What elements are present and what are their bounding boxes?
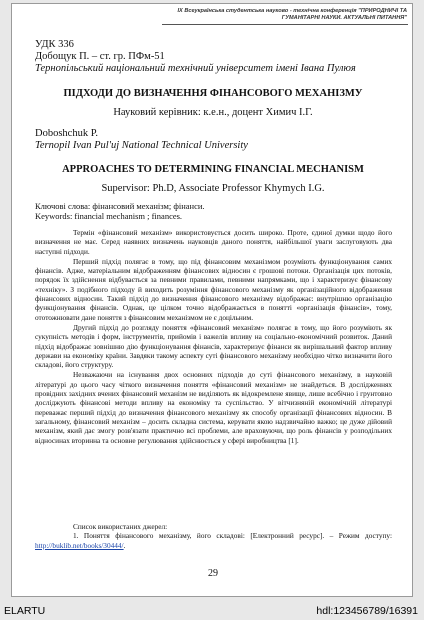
document-page xyxy=(11,3,413,597)
paragraph: Перший підхід полягає в тому, що під фінансовим механізмом розуміють функціонування самих фінансів. Адже, матеріальним відображенням фінансових відносин є грошові потоки. Організація цих потоків, порядок їх здійснення відбувається за певними правилами, певними напрямками, що і характеризує фінансову «техніку». З подібного підходу й виходить розуміння фінансового механізму як організаційного відображення фінансових відносин. Такий підхід до визначення фінансового механізму відображає: внутрішню організацію функціонування фінансів. Однак, це цілком точно відображається в понятті «організація фінансів», тому, ототожнювати дане поняття з фінансовим механізмом не є доцільним. xyxy=(35,256,392,322)
keywords-ua: Ключові слова: фінансовий механізм; фінанси. xyxy=(35,201,205,211)
header-rule xyxy=(162,24,408,25)
references xyxy=(35,522,392,550)
institution-en: Ternopil Ivan Pul'uj National Technical University xyxy=(35,140,248,151)
references-heading: Список використаних джерел: xyxy=(73,522,168,531)
reference-item xyxy=(35,531,392,550)
handle-id: hdl:123456789/16391 xyxy=(316,605,418,617)
reference-link[interactable]: http://buklib.net/books/30444/ xyxy=(35,540,124,550)
reference-end: . xyxy=(123,540,126,550)
author-en: Doboshchuk P. xyxy=(35,128,99,139)
reference-text: 1. Поняття фінансового механізму, його складові: [Електронний ресурс]. – Режим доступу: xyxy=(73,531,392,541)
paragraph: Другий підхід до розгляду поняття «фінансовий механізм» полягає в тому, що його розуміють як сукупність методів і форм, інструментів, прийомів і важелів впливу на соціально-економічний розвиток. Даний підхід відображає зовнішню дію функціонування фінансів, характеризує фінанси як вирішальний фактор впливу держави на економіку країни. Завдяки такому аспекту суті фінансового механізму необхідно чітко визначити його складові, його структуру. xyxy=(35,322,392,370)
paragraph: Термін «фінансовий механізм» використовується досить широко. Проте, єдиної думки щодо його визначення не має. Серед наявних визначень науковців даного поняття, найбільшої уваги заслуговують два наступні підходи. xyxy=(35,228,392,256)
body-text xyxy=(35,228,392,445)
udk-code: УДК 336 xyxy=(35,39,74,50)
footer-bar xyxy=(0,602,424,620)
title-ua: ПІДХОДИ ДО ВИЗНАЧЕННЯ ФІНАНСОВОГО МЕХАНІЗМУ xyxy=(63,88,363,99)
conference-header: IX Всеукраїнська студентська науково - технічна конференція "ПРИРОДНИЧІ ТА ГУМАНІТАРНІ НАУКИ. АКТУАЛЬНІ ПИТАННЯ" xyxy=(177,8,407,21)
author-ua: Добощук П. – ст. гр. ПФм-51 xyxy=(35,51,165,62)
page-number: 29 xyxy=(208,568,218,579)
keywords-en: Keywords: financial mechanism ; finances. xyxy=(35,211,183,221)
paragraph: Незважаючи на існування двох основних підходів до суті фінансового механізму, в науковій літературі до цього часу чіткого визначення поняття «фінансовий механізм» не знайдеться. В дослідженнях провідних західних вчених фінансовий механізм не виділяють як відокремлене явище, лише всебічно і грунтовно досліджують фінансові методи впливу на економіку та суспільство. У вітчизняній економічній літературі переважає перший підхід до визначення фінансового механізму як способу організації фінансових відносин. В загальному, фінансовий механізм – досить складна система, керувати якою надзвичайно важко; це дуже дійовий механізм, який дає змогу розв'язати практично всі проблеми, але враховуючи, що роль фінансів у розподільних відносинах вторинна та основне регулювання здійснюється у сфері виробництва [1]. xyxy=(35,370,392,445)
title-en: APPROACHES TO DETERMINING FINANCIAL MECHANISM xyxy=(62,164,364,175)
repository-name: ELARTU xyxy=(4,605,46,617)
institution-ua: Тернопільський національний технічний університет імені Івана Пулюя xyxy=(35,63,356,74)
supervisor-ua: Науковий керівник: к.е.н., доцент Химич І.Г. xyxy=(113,107,313,118)
supervisor-en: Supervisor: Ph.D, Associate Professor Khymych I.G. xyxy=(101,183,325,194)
